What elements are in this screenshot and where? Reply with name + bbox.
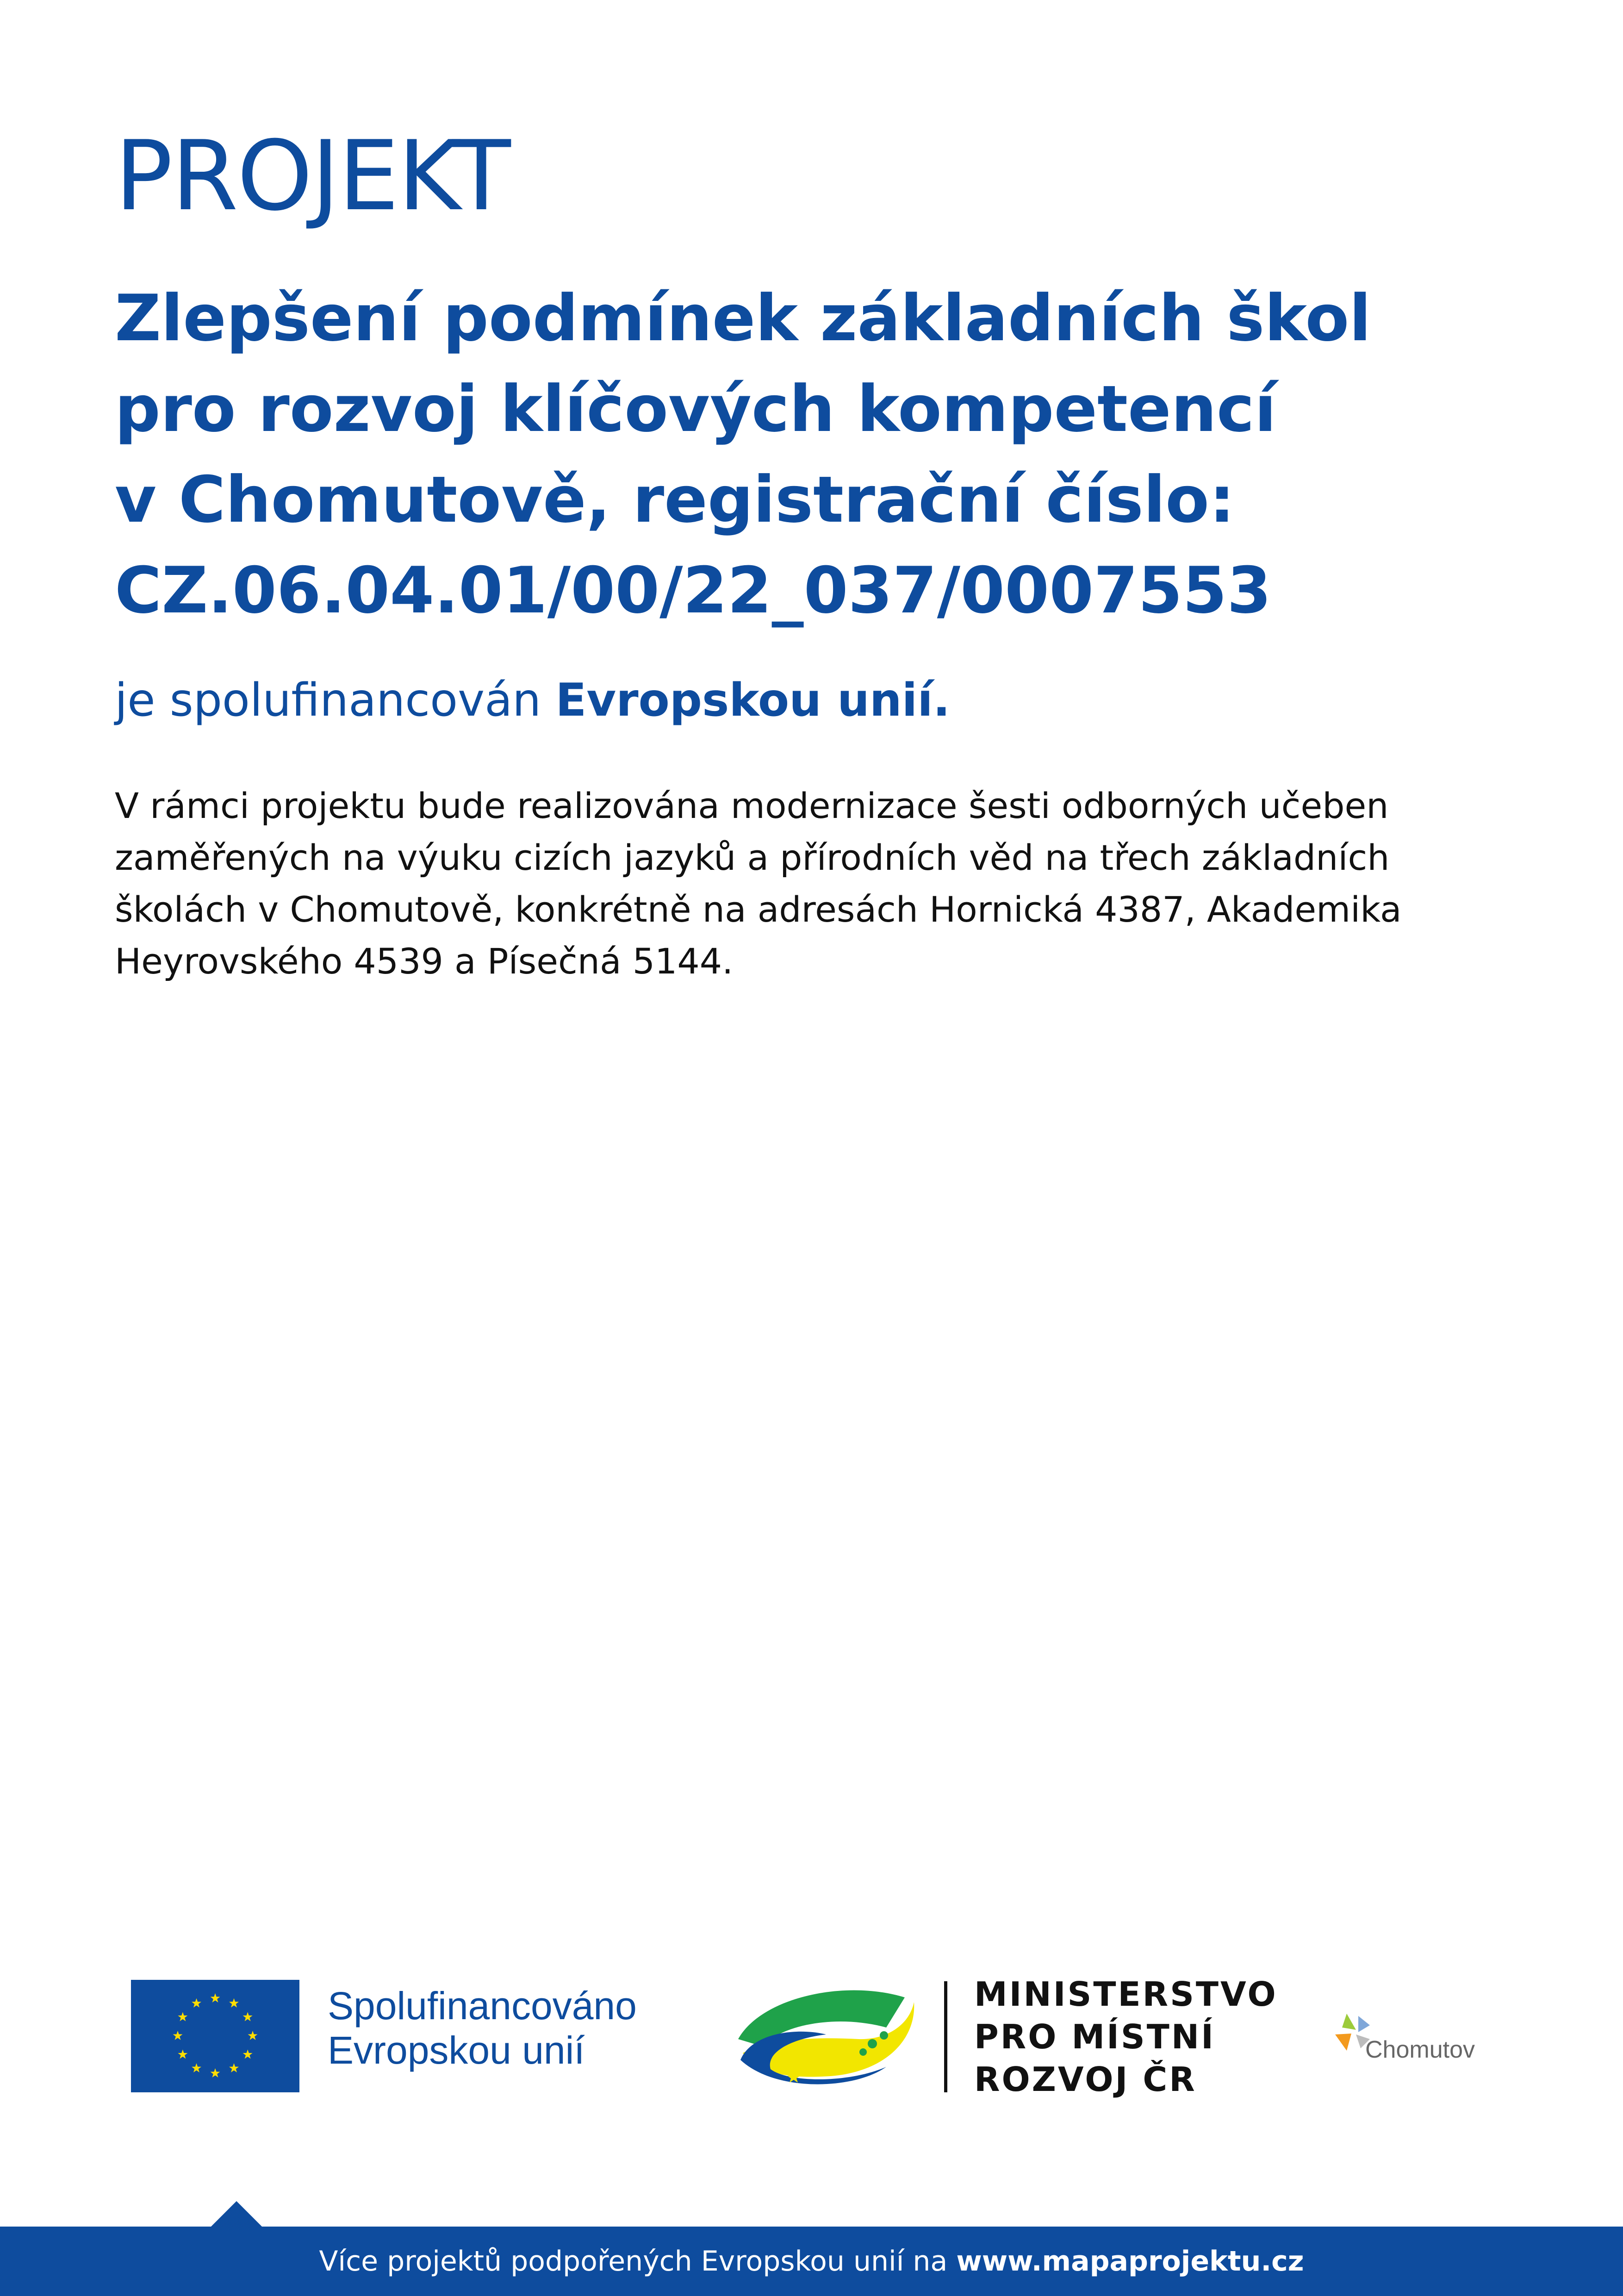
title-line: pro rozvoj klíčových kompetencí — [115, 372, 1276, 446]
description-line: zaměřených na výuku cizích jazyků a přírodních věd na třech základních — [115, 837, 1390, 878]
ministry-logo-line: MINISTERSTVO — [974, 1975, 1278, 2014]
description-line: Heyrovského 4539 a Písečná 5144. — [115, 941, 734, 982]
footer-link[interactable]: www.mapaprojektu.cz — [956, 2245, 1304, 2277]
description-line: V rámci projektu bude realizována modernizace šesti odborných učeben — [115, 785, 1389, 826]
project-title — [115, 273, 1526, 636]
eu-cofinance-logo-text — [328, 1984, 637, 2072]
logo-divider — [944, 1981, 947, 2092]
footer-bar — [0, 2227, 1623, 2296]
footer-notch — [211, 2201, 262, 2227]
eu-logo-line: Evropskou unií — [328, 2028, 585, 2072]
heading: PROJEKT — [115, 120, 510, 232]
footer-text: Více projektů podpořených Evropskou unií na — [319, 2245, 957, 2277]
chomutov-logo-text: Chomutov — [1365, 2036, 1475, 2063]
title-line: v Chomutově, registrační číslo: — [115, 462, 1235, 537]
cofinance-prefix: je spolufinancován — [115, 674, 556, 727]
cofinance-statement — [115, 674, 950, 728]
project-description — [115, 780, 1526, 987]
description-line: školách v Chomutově, konkrétně na adresách Hornická 4387, Akademika — [115, 889, 1402, 930]
ministry-logo-line: ROZVOJ ČR — [974, 2060, 1197, 2099]
ministry-logo-line: PRO MÍSTNÍ — [974, 2017, 1215, 2056]
eu-flag-icon — [131, 1980, 299, 2092]
title-line: CZ.06.04.01/00/22_037/0007553 — [115, 553, 1272, 628]
eu-logo-line: Spolufinancováno — [328, 1984, 637, 2028]
ministry-logo-text — [974, 1973, 1278, 2101]
ministry-emblem-icon — [734, 1984, 919, 2090]
title-line: Zlepšení podmínek základních škol — [115, 281, 1371, 356]
cofinance-emphasis: Evropskou unií. — [555, 674, 951, 727]
